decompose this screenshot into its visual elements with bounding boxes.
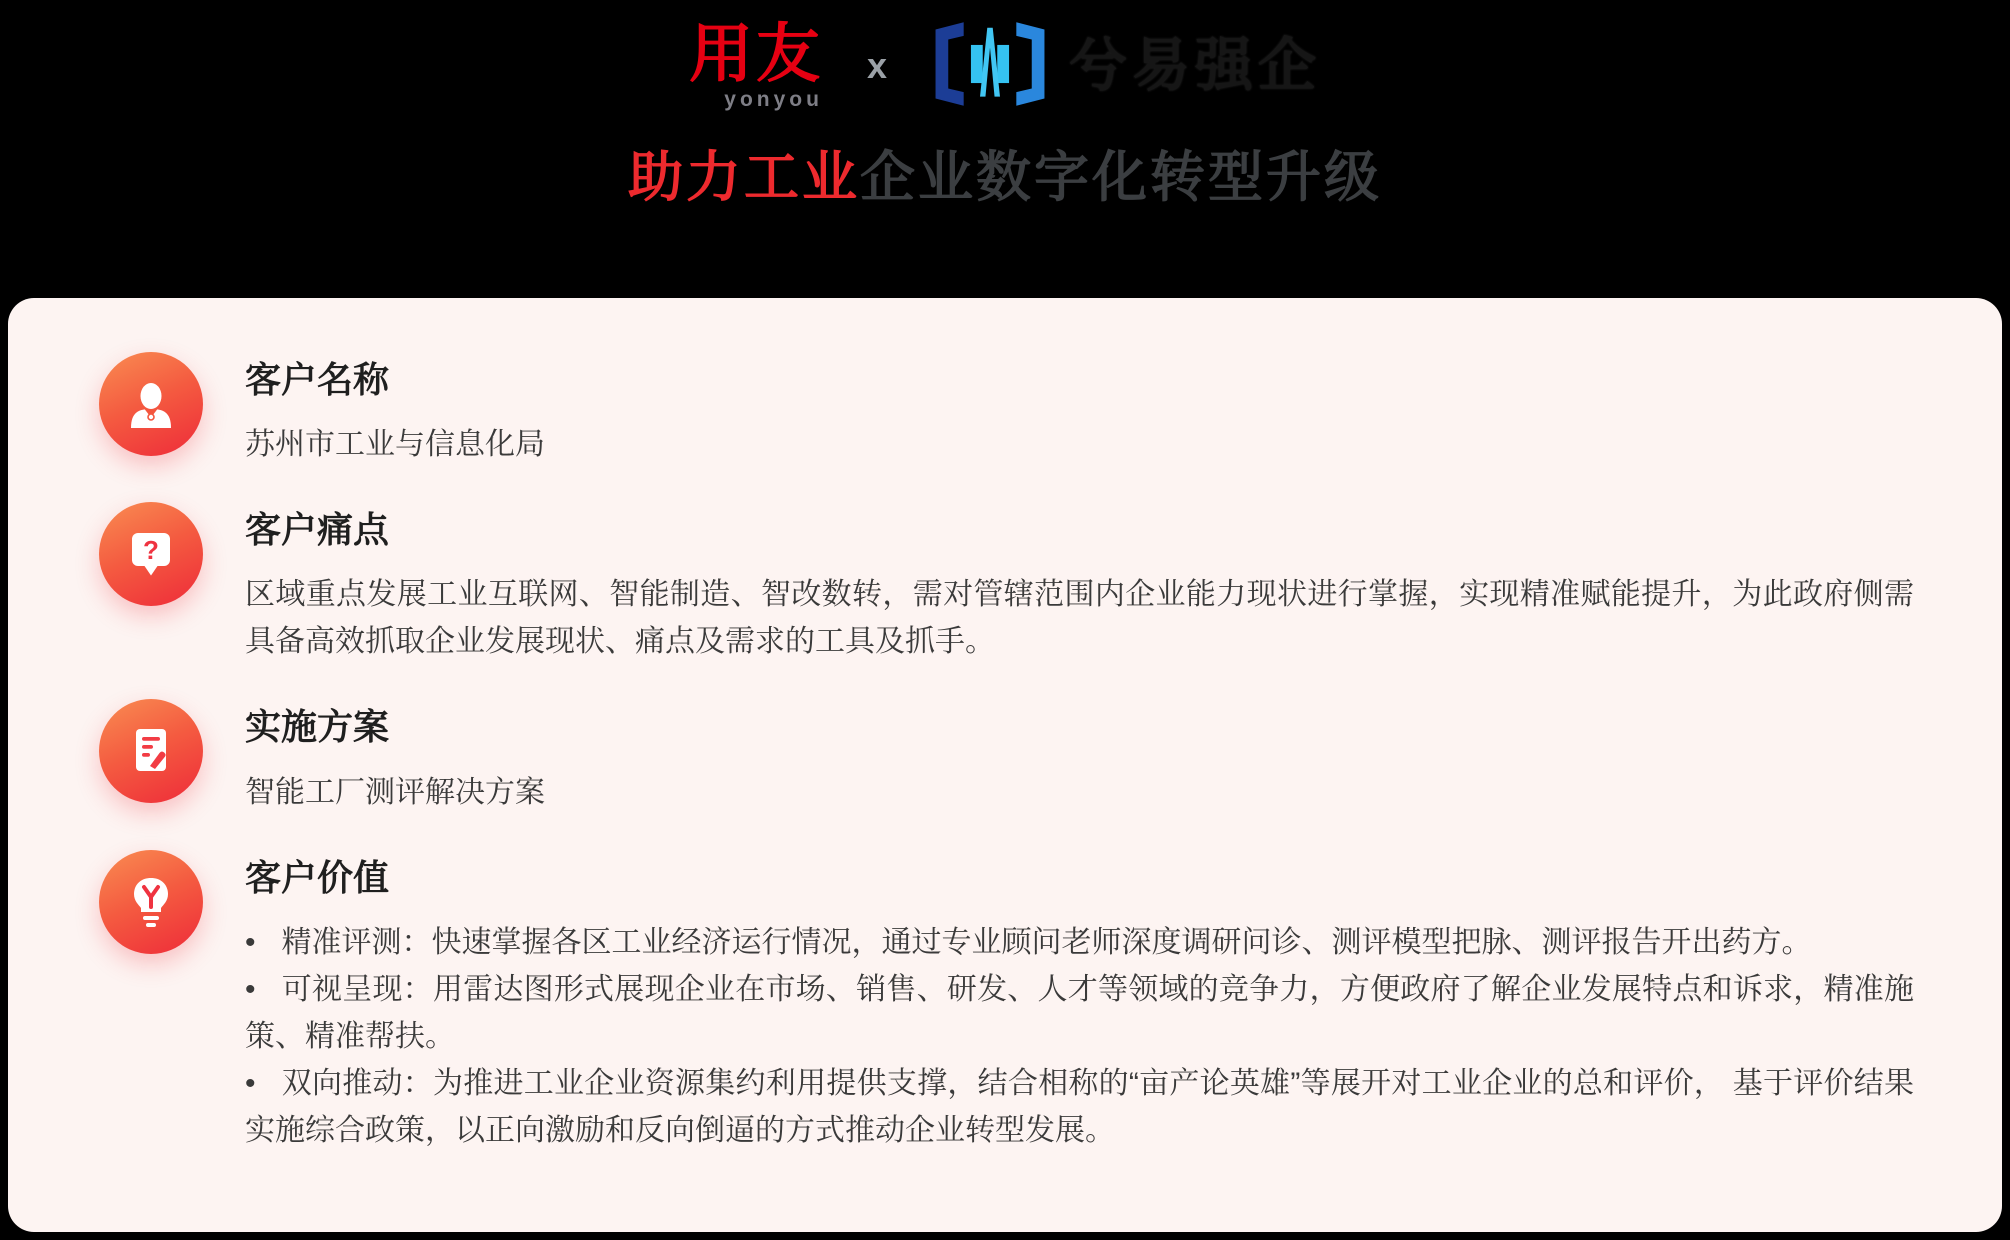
xiyi-logo-text: 兮易强企 [1069,33,1322,98]
yonyou-logo-subtext: yonyou [724,88,823,111]
section-body: 区域重点发展工业互联网、智能制造、智改数转，需对管辖范围内企业能力现状进行掌握，实现精准赋能提升，为此政府侧需具备高效抓取企业发展现状、痛点及需求的工具及抓手。 [245,578,1914,659]
svg-text:?: ? [143,535,159,566]
lightbulb-icon [99,850,203,954]
value-bullet-list [245,919,1914,1154]
section-title: 客户痛点 [245,509,390,551]
bullet-text: 精准评测：快速掌握各区工业经济运行情况，通过专业顾问老师深度调研问诊、测评模型把脉、测评报告开出药方。 [281,925,1812,959]
section-text-block [245,850,1914,1154]
logo-separator: x [866,45,887,86]
bullet-marker: • [245,1066,256,1100]
xiyi-logo [931,20,1321,113]
bullet-marker: • [245,925,256,959]
section-body: 苏州市工业与信息化局 [245,428,545,462]
list-item [245,966,1914,1060]
bullet-text: 可视呈现：用雷达图形式展现企业在市场、销售、研发、人才等领域的竞争力，方便政府了解企业发展特点和诉求，精准施策、精准帮扶。 [245,972,1914,1053]
header [0,0,2010,298]
section-solution [99,699,1914,815]
document-pen-icon [99,699,203,803]
list-item [245,919,1914,966]
content-card [8,298,2002,1232]
section-title: 实施方案 [245,706,390,748]
section-pain-points [99,502,1914,665]
yonyou-logo-text: 用友 [688,18,823,90]
yonyou-logo [688,18,823,111]
section-text-block [245,352,1914,468]
section-customer-value [99,850,1914,1154]
section-title: 客户价值 [245,856,390,898]
xiyi-book-mark-icon [931,20,1049,113]
logo-row [0,18,2010,114]
page-title-highlight: 助力工业 [627,146,860,208]
list-item [245,1060,1914,1154]
section-text-block [245,502,1914,665]
section-title: 客户名称 [245,359,390,400]
bullet-marker: • [245,972,256,1006]
bullet-text: 双向推动：为推进工业企业资源集约利用提供支撑，结合相称的“亩产论英雄”等展开对工业企业的总和评价， 基于评价结果实施综合政策，以正向激励和反向倒逼的方式推动企业转型发展。 [245,1066,1914,1147]
section-text-block [245,699,1914,815]
section-customer-name [99,352,1914,468]
page-title-rest: 企业数字化转型升级 [860,146,1383,208]
user-icon [99,352,203,456]
question-bubble-icon [99,502,203,606]
section-body: 智能工厂测评解决方案 [245,775,545,809]
page-title [0,144,2010,210]
